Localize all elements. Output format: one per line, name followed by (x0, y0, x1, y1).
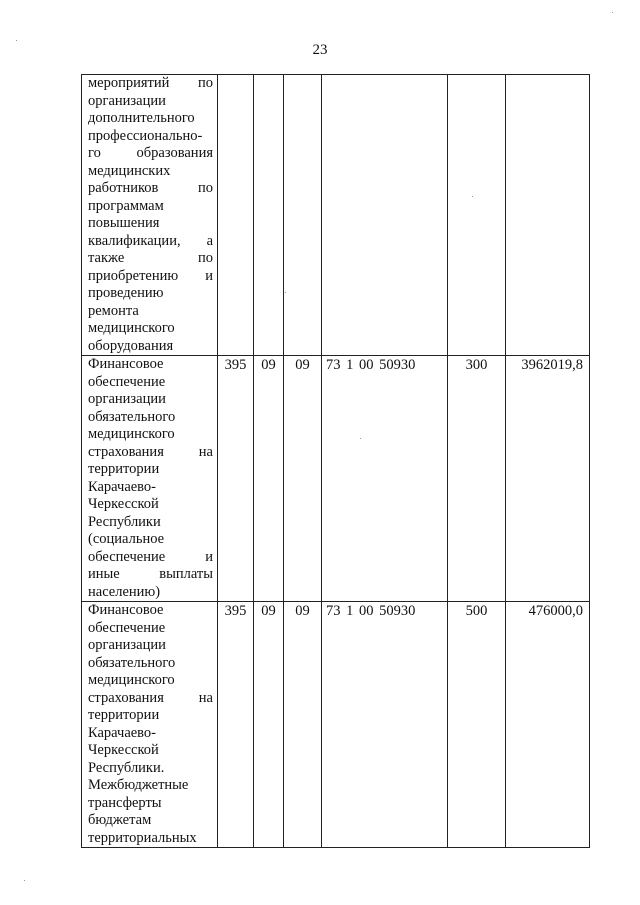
row-name-line: Межбюджетные (88, 777, 189, 793)
row-name-line: ремонта (88, 302, 139, 319)
row-name-line: дополнительного (88, 110, 195, 126)
row-name-line: медицинского (88, 426, 175, 442)
row-name-line: бюджетам (88, 812, 152, 828)
table-row (82, 602, 590, 848)
scan-speck (360, 438, 361, 439)
row-gr-cell (218, 75, 254, 356)
row-pr-cell: 09 (284, 356, 322, 602)
row-vr-cell: 500 (448, 602, 506, 848)
row-rz-cell (254, 75, 284, 356)
row-name-line: медицинского (88, 672, 175, 688)
row-name-line: медицинского (88, 320, 175, 336)
row-name-line: трансферты (88, 794, 162, 811)
row-name-line: обеспечение (88, 619, 166, 636)
row-name-line: работников по (88, 180, 213, 196)
row-sum-cell: 3962019,8 (506, 356, 590, 602)
row-gr-cell: 395 (218, 602, 254, 848)
row-name-line: повышения (88, 215, 160, 231)
row-name-line: медицинских (88, 162, 171, 179)
row-name-line: Карачаево- (88, 478, 157, 495)
row-gr-cell: 395 (218, 356, 254, 602)
scan-speck (285, 292, 286, 293)
row-name-cell (82, 602, 218, 848)
row-vr-cell: 300 (448, 356, 506, 602)
row-name-line: организации (88, 637, 166, 653)
scan-speck (612, 12, 613, 13)
row-pr-cell (284, 75, 322, 356)
row-name-line: мероприятий по (88, 75, 213, 91)
row-name-line: Черкесской (88, 496, 159, 512)
table-body (82, 75, 590, 848)
row-name-line: (социальное (88, 531, 165, 547)
row-name-line: страхования на (88, 689, 213, 706)
row-name-line: Карачаево- (88, 724, 157, 741)
row-name-line: приобретению и (88, 267, 213, 284)
row-name-line: обязательного (88, 654, 176, 671)
row-name-line: Финансовое (88, 602, 164, 618)
row-name-line: оборудования (88, 337, 174, 354)
row-sum-cell (506, 75, 590, 356)
row-name-line: программам (88, 197, 164, 214)
row-name-line: организации (88, 391, 166, 407)
row-name-line: населению) (88, 583, 161, 600)
row-vr-cell (448, 75, 506, 356)
budget-table (81, 74, 590, 848)
row-name-line: Финансовое (88, 356, 164, 372)
row-name-line: профессионально- (88, 127, 203, 144)
row-name-line: го образования (88, 145, 213, 161)
row-name-line: Черкесской (88, 742, 159, 758)
table-row (82, 356, 590, 602)
page-number: 23 (312, 42, 328, 58)
row-name-line: организации (88, 92, 166, 109)
row-name-line: иные выплаты (88, 566, 213, 582)
row-name-line: страхования на (88, 443, 213, 460)
row-pr-cell: 09 (284, 602, 322, 848)
row-rz-cell: 09 (254, 356, 284, 602)
row-sum-cell: 476000,0 (506, 602, 590, 848)
row-name-line: Республики. (88, 759, 165, 776)
row-name-line: обеспечение и (88, 548, 213, 565)
row-rz-cell: 09 (254, 602, 284, 848)
row-name-line: также по (88, 250, 213, 266)
row-name-line: квалификации, а (88, 232, 213, 249)
scan-speck (472, 196, 473, 197)
row-name-cell (82, 356, 218, 602)
row-name-line: проведению (88, 285, 164, 301)
scan-speck (24, 880, 25, 881)
table-row (82, 75, 590, 356)
row-csr-cell: 73 1 00 50930 (322, 356, 448, 602)
row-name-line: территориальных (88, 829, 197, 846)
row-csr-cell: 73 1 00 50930 (322, 602, 448, 848)
row-name-line: территории (88, 707, 160, 723)
row-name-line: обязательного (88, 408, 176, 425)
scan-speck (16, 40, 17, 41)
row-name-line: территории (88, 461, 160, 477)
row-name-cell (82, 75, 218, 356)
row-name-line: обеспечение (88, 373, 166, 390)
row-name-line: Республики (88, 513, 161, 530)
row-csr-cell (322, 75, 448, 356)
